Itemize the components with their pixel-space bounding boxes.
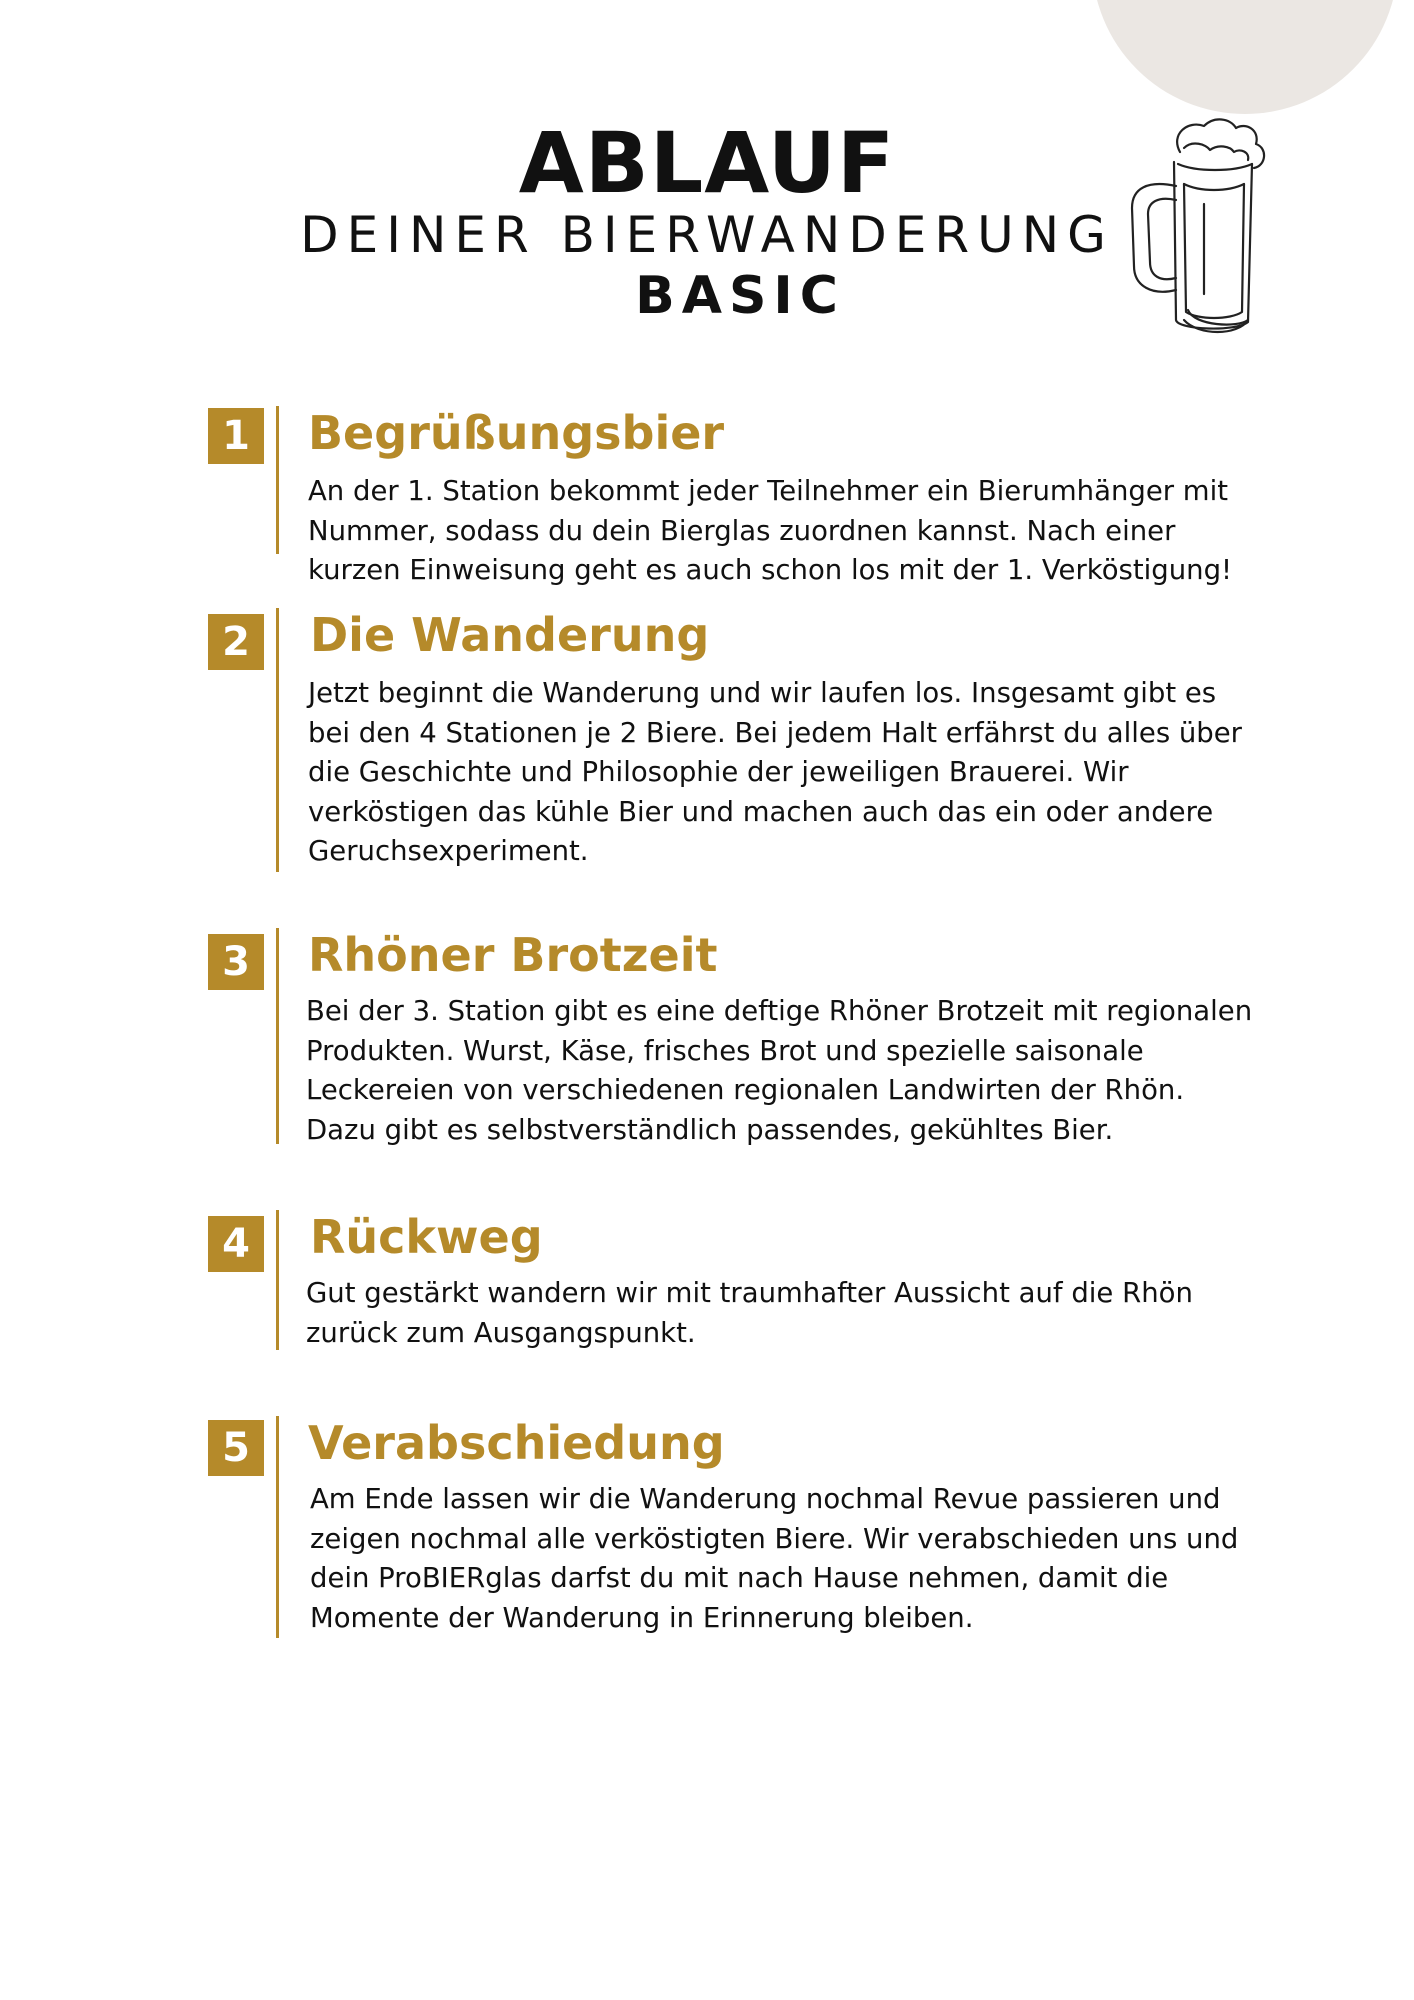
- page-subtitle: DEINER BIERWANDERUNG: [300, 206, 1114, 264]
- step-3: [208, 928, 1308, 1148]
- step-number-badge: 1: [208, 408, 264, 464]
- description-line: Jetzt beginnt die Wanderung und wir laufen los. Insgesamt gibt es: [308, 677, 1217, 709]
- description-line: zeigen nochmal alle verköstigten Biere. Wir verabschieden uns und: [310, 1522, 1239, 1555]
- description-line: Leckereien von verschiedenen regionalen Landwirten der Rhön.: [306, 1074, 1185, 1106]
- step-divider: [276, 406, 279, 554]
- description-line: Nummer, sodass du dein Bierglas zuordnen kannst. Nach einer: [308, 514, 1176, 547]
- description-line: Produkten. Wurst, Käse, frisches Brot und spezielle saisonale: [306, 1034, 1144, 1067]
- decorative-circle: [1092, 0, 1398, 114]
- step-title: Verabschiedung: [308, 1416, 725, 1470]
- description-line: dein ProBIERglas darfst du mit nach Hause nehmen, damit die: [310, 1562, 1169, 1594]
- step-2: [208, 608, 1308, 878]
- description-line: An der 1. Station bekommt jeder Teilnehmer ein Bierumhänger mit: [308, 475, 1229, 507]
- step-description: [308, 674, 1278, 872]
- step-5: [208, 1416, 1308, 1646]
- description-line: kurzen Einweisung geht es auch schon los mit der 1. Verköstigung!: [308, 554, 1233, 586]
- step-number-badge: 5: [208, 1420, 264, 1476]
- step-description: [306, 992, 1276, 1150]
- step-divider: [276, 1416, 279, 1638]
- step-title: Begrüßungsbier: [308, 406, 725, 460]
- step-description: [308, 472, 1278, 591]
- step-title: Rhöner Brotzeit: [308, 928, 718, 982]
- description-line: Bei der 3. Station gibt es eine deftige Rhöner Brotzeit mit regionalen: [306, 995, 1253, 1027]
- step-number-badge: 2: [208, 614, 264, 670]
- description-line: zurück zum Ausgangspunkt.: [306, 1316, 696, 1349]
- step-divider: [276, 928, 279, 1144]
- description-line: bei den 4 Stationen je 2 Biere. Bei jedem Halt erfährst du alles über: [308, 716, 1242, 749]
- step-description: [310, 1480, 1280, 1638]
- page-title: ABLAUF: [518, 114, 896, 212]
- step-4: [208, 1210, 1308, 1360]
- step-title: Die Wanderung: [310, 608, 710, 662]
- step-title: Rückweg: [310, 1210, 543, 1264]
- step-divider: [276, 608, 279, 872]
- description-line: Geruchsexperiment.: [308, 835, 589, 867]
- step-number-badge: 3: [208, 934, 264, 990]
- description-line: Am Ende lassen wir die Wanderung nochmal Revue passieren und: [310, 1483, 1221, 1515]
- description-line: die Geschichte und Philosophie der jeweiligen Brauerei. Wir: [308, 756, 1129, 788]
- description-line: verköstigen das kühle Bier und machen auch das ein oder andere: [308, 795, 1214, 828]
- description-line: Momente der Wanderung in Erinnerung bleiben.: [310, 1601, 974, 1634]
- step-divider: [276, 1210, 279, 1350]
- step-number-badge: 4: [208, 1216, 264, 1272]
- tier-label: BASIC: [635, 266, 845, 326]
- description-line: Dazu gibt es selbstverständlich passendes, gekühltes Bier.: [306, 1113, 1114, 1146]
- step-1: [208, 406, 1308, 586]
- description-line: Gut gestärkt wandern wir mit traumhafter Aussicht auf die Rhön: [306, 1277, 1193, 1309]
- step-description: [306, 1274, 1276, 1353]
